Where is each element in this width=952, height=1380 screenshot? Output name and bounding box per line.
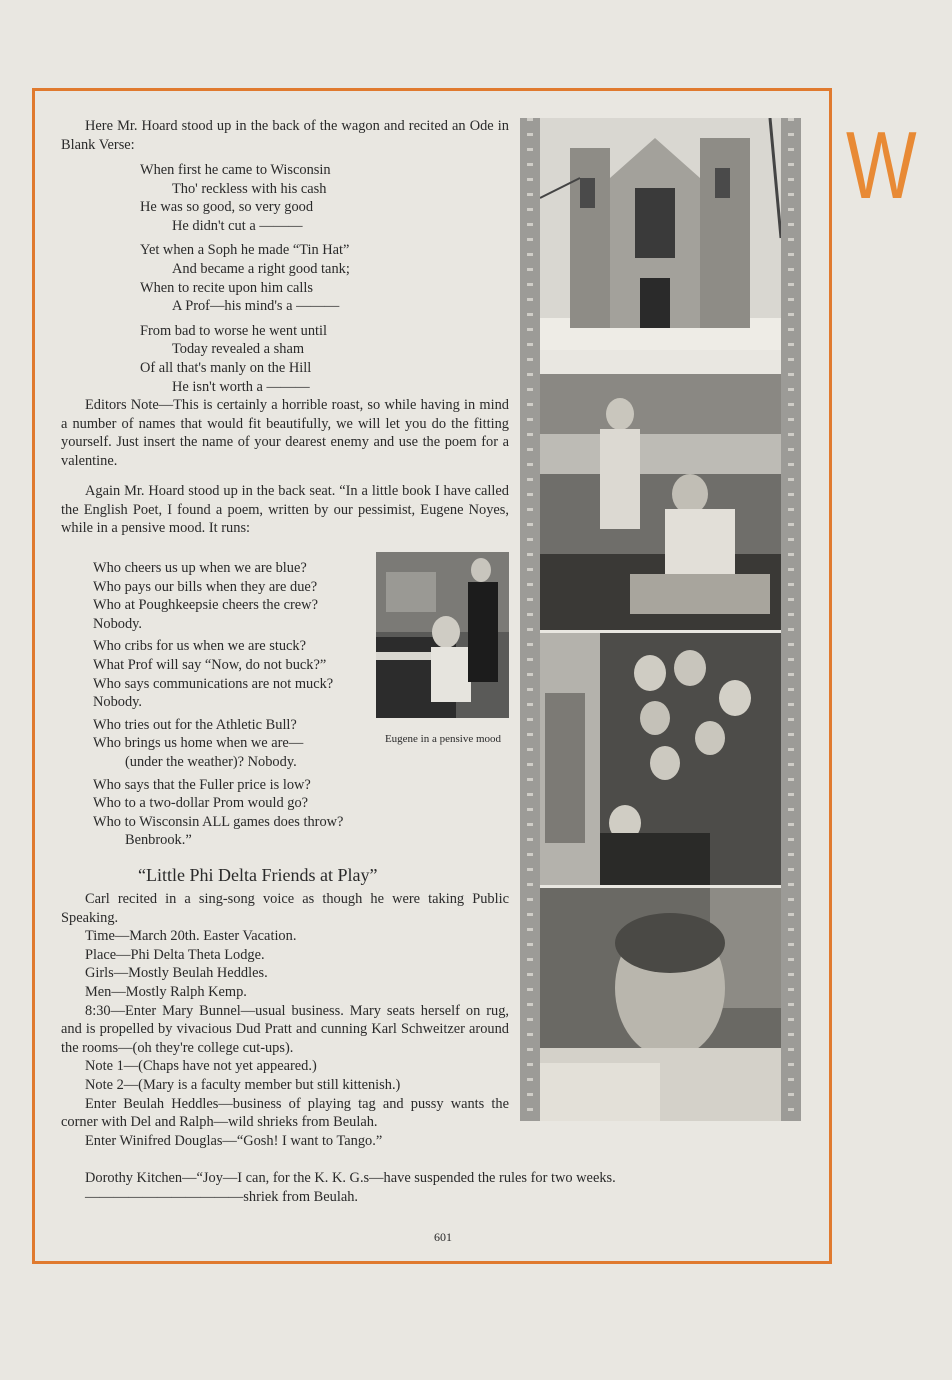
crew-photo xyxy=(540,374,781,630)
ode-line: When first he came to Wisconsin xyxy=(140,162,331,178)
pessimist-poem xyxy=(93,559,383,850)
again-paragraph: Again Mr. Hoard stood up in the back seat. “In a little book I have called the English Poet, I found a poem, written by our pessimist, Eugene Noyes, while in a pensive mood. It runs: xyxy=(61,483,509,537)
pessimist-poem-line: Benbrook.” xyxy=(125,832,192,849)
enter-beulah: Enter Beulah Heddles—business of playing tag and pussy wants the corner with Del and Ralph—wild shrieks from Beulah. xyxy=(61,1095,509,1131)
ode-line: And became a right good tank; xyxy=(172,260,350,277)
intro-block xyxy=(61,117,509,154)
section-letter: W xyxy=(846,112,917,219)
pessimist-poem-line: Who cheers us up when we are blue? xyxy=(93,560,307,576)
pessimist-poem-line: Who to a two-dollar Prom would go? xyxy=(93,795,309,812)
play-block xyxy=(61,890,509,1150)
ode-line: He was so good, so very good xyxy=(140,199,314,216)
church-photo xyxy=(540,118,781,350)
editors-note: Editors Note—This is certainly a horrible roast, so while having in mind a number of names that would fit beautifully, we will let you do the fitting yourself. Just insert the name of your dearest enemy and use the poem for a valentine. xyxy=(61,397,509,469)
ode-line: Yet when a Soph he made “Tin Hat” xyxy=(140,242,350,259)
editors-note-block xyxy=(61,396,509,470)
pessimist-poem-line: Who to Wisconsin ALL games does throw? xyxy=(93,813,344,830)
group-photo xyxy=(540,633,781,885)
film-strip-left xyxy=(520,118,540,1121)
photo-caption: Eugene in a pensive mood xyxy=(384,733,502,745)
pessimist-poem-line: Nobody. xyxy=(93,615,143,632)
ode-line: A Prof—his mind's a ——— xyxy=(172,298,340,315)
pessimist-poem-line: What Prof will say “Now, do not buck?” xyxy=(93,656,327,673)
play-cast-line: Men—Mostly Ralph Kemp. xyxy=(85,983,247,1000)
pessimist-poem-line: (under the weather)? Nobody. xyxy=(125,753,297,770)
enter-winifred: Enter Winifred Douglas—“Gosh! I want to Tango.” xyxy=(85,1132,383,1149)
intro-paragraph: Here Mr. Hoard stood up in the back of the wagon and recited an Ode in Blank Verse: xyxy=(61,118,509,153)
film-strip-right xyxy=(781,118,801,1121)
pessimist-poem-line: Who brings us home when we are— xyxy=(93,735,304,752)
play-intro: Carl recited in a sing-song voice as though he were taking Public Speaking. xyxy=(61,891,509,926)
scene-paragraph: 8:30—Enter Mary Bunnel—usual business. Mary seats herself on rug, and is propelled by vivacious Dud Pratt and cunning Karl Schweitzer around the rooms—(oh they're college cut-ups). xyxy=(61,1002,509,1056)
ode-line: He didn't cut a ——— xyxy=(172,217,303,234)
dorothy-block xyxy=(61,1169,781,1206)
ode-line: Tho' reckless with his cash xyxy=(172,180,327,197)
play-cast-lines xyxy=(61,927,509,1001)
pessimist-poem-line: Who says that the Fuller price is low? xyxy=(93,776,311,793)
pessimist-poem-line: Nobody. xyxy=(93,694,143,711)
shriek-line: ———————————shriek from Beulah. xyxy=(85,1188,358,1205)
ode-poem xyxy=(140,161,350,396)
pessimist-poem-line: Who tries out for the Athletic Bull? xyxy=(93,716,297,733)
play-title: “Little Phi Delta Friends at Play” xyxy=(138,865,378,885)
play-cast-line: Girls—Mostly Beulah Heddles. xyxy=(85,965,268,982)
play-cast-line: Time—March 20th. Easter Vacation. xyxy=(85,928,297,945)
play-cast-line: Place—Phi Delta Theta Lodge. xyxy=(85,946,265,963)
pessimist-poem-line: Who at Poughkeepsie cheers the crew? xyxy=(93,597,318,614)
again-block xyxy=(61,482,509,538)
ode-line: Of all that's manly on the Hill xyxy=(140,359,312,376)
note-one: Note 1—(Chaps have not yet appeared.) xyxy=(85,1058,317,1075)
eugene-piano-photo xyxy=(376,552,509,718)
note-two: Note 2—(Mary is a faculty member but still kittenish.) xyxy=(85,1076,401,1093)
pessimist-poem-line: Who pays our bills when they are due? xyxy=(93,578,318,595)
ode-line: When to recite upon him calls xyxy=(140,279,314,296)
page-number: 601 xyxy=(434,1230,452,1244)
ode-line: Today revealed a sham xyxy=(172,341,305,358)
ode-line: From bad to worse he went until xyxy=(140,322,328,339)
portrait-photo xyxy=(540,888,781,1121)
ode-line: He isn't worth a ——— xyxy=(172,378,310,395)
pessimist-poem-line: Who cribs for us when we are stuck? xyxy=(93,638,306,655)
pessimist-poem-line: Who says communications are not muck? xyxy=(93,675,334,692)
dorothy-line: Dorothy Kitchen—“Joy—I can, for the K. K. G.s—have suspended the rules for two weeks. xyxy=(85,1170,616,1186)
